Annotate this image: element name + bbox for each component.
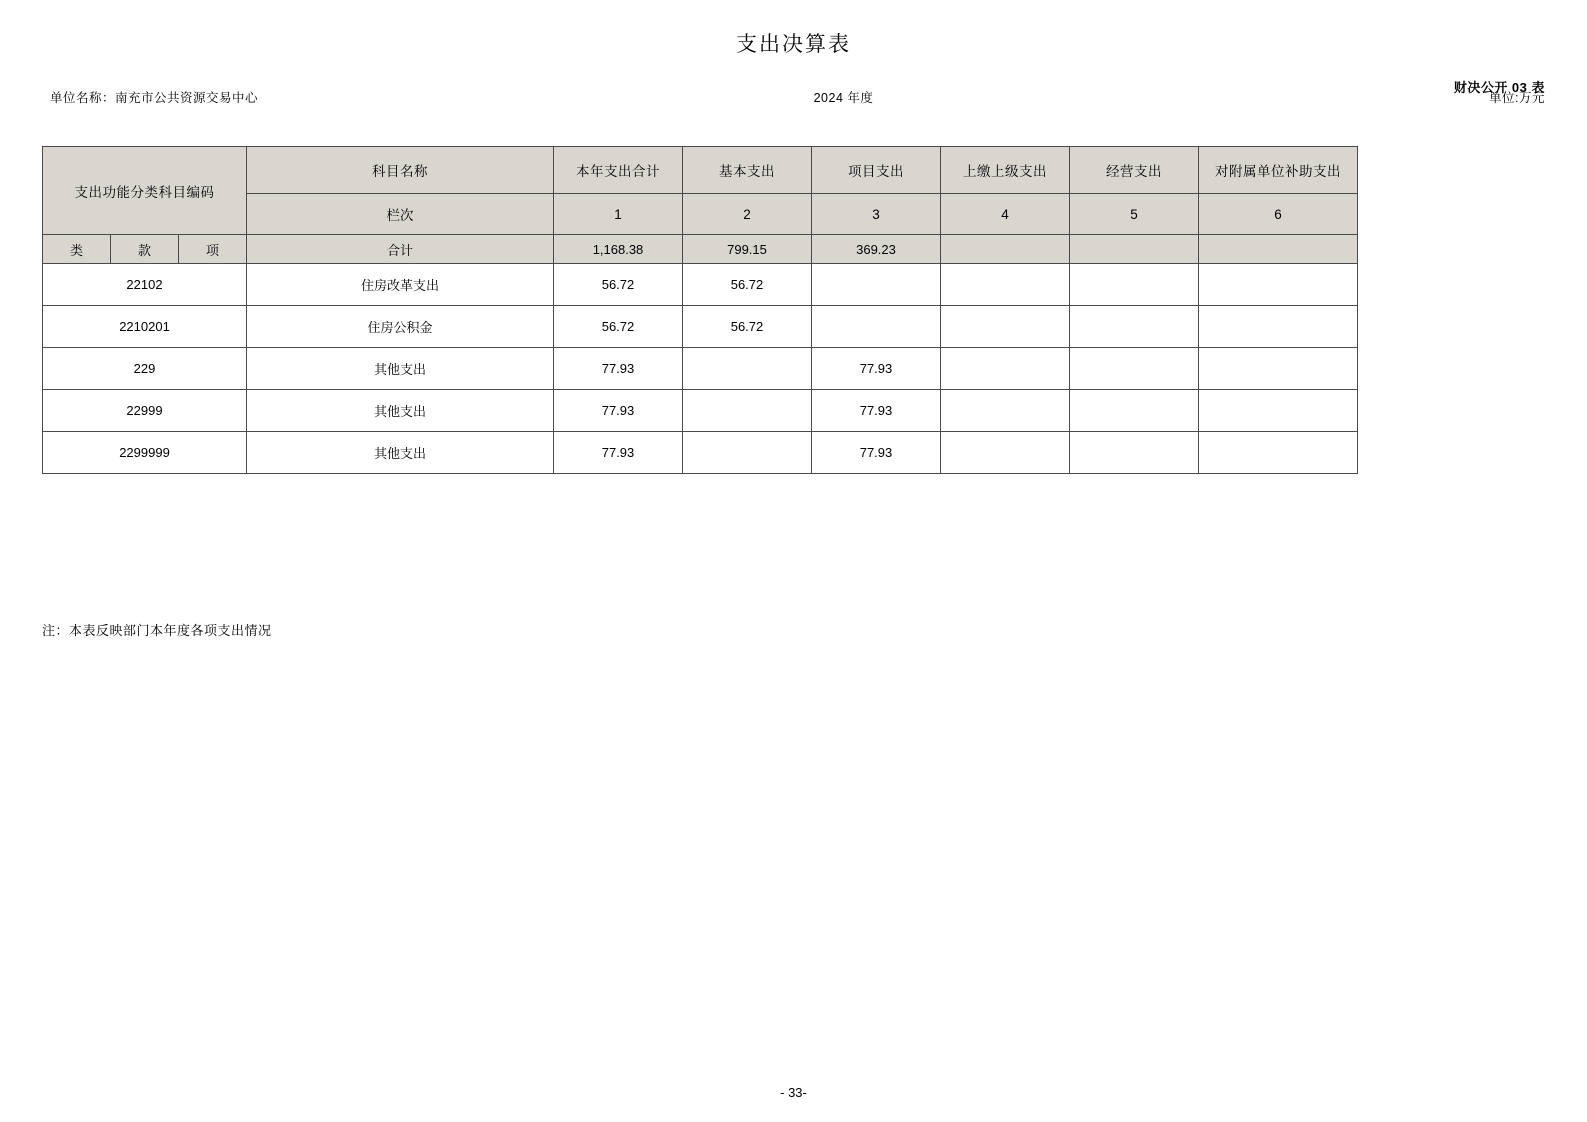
total-value-3: 369.23	[812, 235, 941, 264]
row-code: 22999	[43, 390, 247, 432]
total-value-6	[1199, 235, 1358, 264]
header-num-4: 4	[941, 194, 1070, 235]
unit-name-value: 南充市公共资源交易中心	[115, 91, 259, 105]
page-number: - 33-	[780, 1085, 807, 1100]
header-col-4: 上缴上级支出	[941, 147, 1070, 194]
page-title: 支出决算表	[736, 33, 851, 56]
table-note: 注：本表反映部门本年度各项支出情况	[42, 623, 272, 638]
row-name: 住房公积金	[247, 306, 554, 348]
table-row	[43, 264, 1358, 306]
header-subject-name: 科目名称	[247, 147, 554, 194]
header-num-6: 6	[1199, 194, 1358, 235]
header-code-lei: 类	[43, 235, 111, 264]
header-num-1: 1	[554, 194, 683, 235]
total-value-4	[941, 235, 1070, 264]
row-value-5	[1070, 306, 1199, 348]
row-value-4	[941, 264, 1070, 306]
row-value-5	[1070, 432, 1199, 474]
row-value-1: 77.93	[554, 432, 683, 474]
row-value-3	[812, 264, 941, 306]
header-col-2: 基本支出	[683, 147, 812, 194]
row-value-1: 77.93	[554, 390, 683, 432]
total-row-label: 合计	[247, 235, 554, 264]
header-code-kuan: 款	[111, 235, 179, 264]
row-name: 其他支出	[247, 348, 554, 390]
row-value-3	[812, 306, 941, 348]
row-value-1: 77.93	[554, 348, 683, 390]
row-value-1: 56.72	[554, 264, 683, 306]
header-col-6: 对附属单位补助支出	[1199, 147, 1358, 194]
row-value-2	[683, 432, 812, 474]
header-code-xiang: 项	[179, 235, 247, 264]
row-value-3: 77.93	[812, 390, 941, 432]
row-value-6	[1199, 264, 1358, 306]
row-value-4	[941, 306, 1070, 348]
row-value-5	[1070, 264, 1199, 306]
row-value-6	[1199, 390, 1358, 432]
header-col-5: 经营支出	[1070, 147, 1199, 194]
row-value-6	[1199, 348, 1358, 390]
row-value-3: 77.93	[812, 432, 941, 474]
form-number: 财决公开 03 表	[1453, 80, 1545, 95]
row-value-5	[1070, 348, 1199, 390]
row-code: 2210201	[43, 306, 247, 348]
row-value-2	[683, 348, 812, 390]
total-value-1: 1,168.38	[554, 235, 683, 264]
header-num-2: 2	[683, 194, 812, 235]
row-value-2: 56.72	[683, 306, 812, 348]
row-code: 2299999	[43, 432, 247, 474]
fiscal-year: 2024 年度	[813, 91, 874, 105]
table-row	[43, 390, 1358, 432]
table-row	[43, 432, 1358, 474]
meta-row	[0, 88, 1587, 108]
row-value-5	[1070, 390, 1199, 432]
header-code-group: 支出功能分类科目编码	[43, 147, 247, 235]
row-value-6	[1199, 432, 1358, 474]
header-num-3: 3	[812, 194, 941, 235]
total-value-2: 799.15	[683, 235, 812, 264]
row-value-3: 77.93	[812, 348, 941, 390]
header-col-1: 本年支出合计	[554, 147, 683, 194]
header-col-3: 项目支出	[812, 147, 941, 194]
amount-unit: 单位:万元	[1489, 91, 1545, 105]
row-name: 其他支出	[247, 432, 554, 474]
row-value-4	[941, 348, 1070, 390]
row-value-2: 56.72	[683, 264, 812, 306]
total-value-5	[1070, 235, 1199, 264]
table-row	[43, 348, 1358, 390]
row-value-6	[1199, 306, 1358, 348]
row-name: 其他支出	[247, 390, 554, 432]
row-value-2	[683, 390, 812, 432]
unit-name-label: 单位名称：	[50, 91, 116, 105]
row-value-1: 56.72	[554, 306, 683, 348]
table-row	[43, 306, 1358, 348]
expenditure-table	[42, 146, 1358, 474]
header-num-5: 5	[1070, 194, 1199, 235]
table-subheader-row	[43, 235, 1358, 264]
row-code: 229	[43, 348, 247, 390]
row-name: 住房改革支出	[247, 264, 554, 306]
row-code: 22102	[43, 264, 247, 306]
header-row-index-label: 栏次	[247, 194, 554, 235]
row-value-4	[941, 432, 1070, 474]
row-value-4	[941, 390, 1070, 432]
table-header-row	[43, 147, 1358, 194]
